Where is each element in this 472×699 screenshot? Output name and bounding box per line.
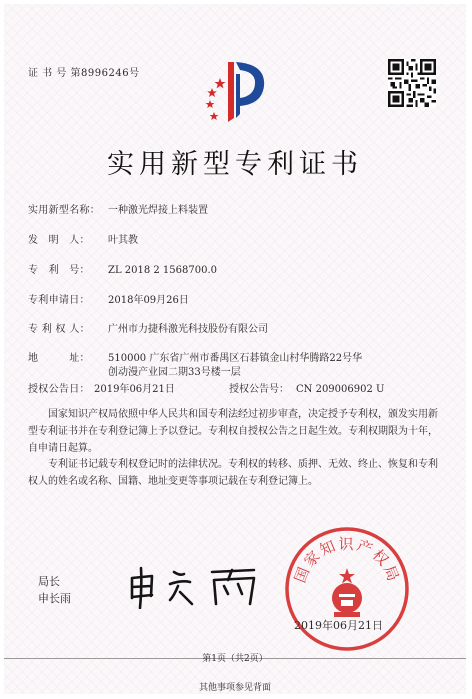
certificate-title: 实用新型专利证书 (107, 149, 363, 180)
name-value: 一种激光焊接上料装置 (108, 205, 208, 216)
legal-status-paragraph: 专利证书记载专利权登记时的法律状况。专利权的转移、质押、无效、终止、恢复和专利权人的姓名或名称、国籍、地址变更等事项记载在专利登记簿上。 (28, 459, 438, 487)
patent-holder-value: 广州市力捷科激光科技股份有限公司 (108, 324, 268, 335)
signatory-name: 申长雨 (38, 592, 71, 605)
filing-date-label: 专利申请日： (28, 295, 90, 306)
patent-number-label: 专 利 号： (28, 265, 90, 276)
address-line-1: 510000 广东省广州市番禺区石碁镇金山村华腾路22号华 (108, 353, 363, 364)
patent-office-logo (194, 52, 274, 126)
certificate-number: 证 书 号 第8996246号 (28, 68, 140, 79)
filing-date-value: 2018年09月26日 (108, 295, 189, 306)
page-indicator: 第1页（共2页） (202, 654, 268, 664)
grant-number-value: CN 209006902 U (296, 384, 385, 395)
qr-code (388, 59, 436, 107)
grant-paragraph: 国家知识产权局依照中华人民共和国专利法经过初步审查，决定授予专利权，颁发实用新型专利证书并在专利登记簿上予以登记。专利权自授权公告之日起生效。专利权期限为十年，自申请日起算。 (28, 409, 438, 454)
grant-date-label: 授权公告日： (28, 384, 90, 395)
address-line-2: 创动漫产业园二期33号楼一层 (108, 367, 241, 378)
inventor-value: 叶其教 (108, 235, 138, 246)
grant-date-value: 2019年06月21日 (94, 384, 175, 395)
footer-note: 其他事项参见背面 (198, 683, 271, 693)
handwritten-signature (124, 564, 274, 609)
official-seal (282, 524, 412, 654)
patent-holder-label: 专 利 权 人： (28, 324, 90, 335)
name-label: 实用新型名称： (28, 205, 101, 216)
seal-date: 2019年06月21日 (294, 619, 383, 632)
signatory-title: 局长 (38, 575, 60, 588)
inventor-label: 发 明 人： (28, 235, 90, 246)
seal-text: 国家知识产权局 (290, 535, 404, 586)
grant-number-label: 授权公告号： (229, 384, 289, 395)
address-label: 地 址： (28, 353, 90, 364)
patent-number-value: ZL 2018 2 1568700.0 (108, 265, 218, 276)
certificate-page (4, 4, 466, 694)
